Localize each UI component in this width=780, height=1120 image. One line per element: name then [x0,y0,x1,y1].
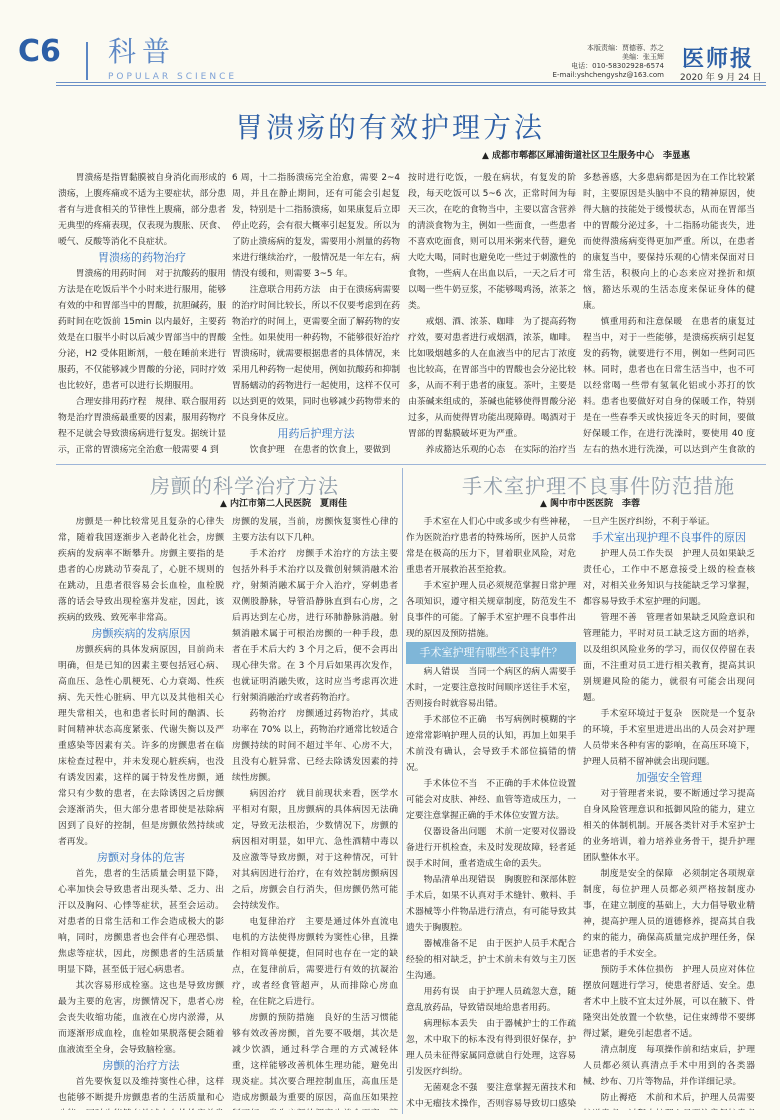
article-byline: ▲ 内江市第二人民医院 夏雨佳 [220,499,348,509]
paragraph: 房颤的预防措施 良好的生活习惯能够有效改善房颤，首先要不吸烟，其次是减少饮酒，通过科学合理的方式减轻体重，这样能够改善机体生理功能，避免出现炎症。其次要合理控制血压，高血压是造成房颤最为重要的原因，高血压如果控 [232,1013,398,1103]
paragraph: 手术室在人们心中或多或少有些神秘，作为医院治疗患者的特殊场所，医护人员常常是在极高的压力下，冒着职业风险，对危重患者开展救治甚至抢救。 [406,517,576,575]
paragraph: 对于管理者来说，要不断通过学习提高自身风险管理意识和抵御风险的能力，建立相关的体制机制。开展各类针对手术室护士的业务培训，着力培养业务骨干，提升护理团队整体水平。 [583,789,755,863]
column-divider [402,468,403,1114]
page-header [0,0,780,96]
paragraph: 药物治疗 房颤通过药物治疗，其成功率在 70% 以上，药物治疗通常比较适合房颤持续的时间不超过半年、心房不大，且没有心脏异常、已经去除诱发因素的持续性房颤。 [232,709,398,783]
paragraph: 胃溃疡是指胃黏膜被自身消化而形成的溃疡，上腹疼痛或不适为主要症状，部分患者有与进食相关的节律性上腹痛，部分患者无典型的疼痛表现，仅表现为腹胀、厌食、嗳气、反酸等消化不良症状。 [58,173,226,247]
paragraph: 按时进行吃饭，一般在病状，有复发的阶段，每天吃饭可以 5~6 次，正常时间为每天三次，在吃的食物当中，主要以富含营养的清淡食物为主，例如一些面食，一些患者不喜欢吃面食，则可以用米粥来代替，避免大吃大喝，同时也避免吃一些过于刺激性的食物，一些病人在出血以后，一天之后才可以喝一些牛奶豆浆，不能够喝鸡汤，浓茶之类。 [408,173,576,311]
issue-date: 2020 年 9 月 24 日 [680,73,762,83]
paragraph: 手术部位不正确 书写病例时模糊的字迹常常影响护理人员的认知，再加上如果手术前没有确认，会导致手术部位搞错的情况。 [406,715,576,773]
article-column [583,170,755,460]
paragraph: 用药有误 由于护理人员疏忽大意，随意乱放药品，导致错误地给患者用药。 [406,987,576,1013]
editor-line: 电话：010-58302928-6574 [571,62,664,70]
paragraph: 养成豁达乐观的心态 在实际的治疗当 [425,445,576,455]
paragraph: 预防手术体位损伤 护理人员应对体位摆放问题进行学习，使患者舒适、安全。患者术中上肢不宜太过外展，可以在腋下、骨隆突出处放置一个软垫，记住束缚带不要绑得过紧，避免引起患者不适。 [583,965,755,1039]
article-byline: ▲ 阆中市中医医院 李蓉 [540,499,641,509]
article-title: 手术室护理不良事件防范措施 [462,474,735,498]
subheading: 加强安全管理 [636,771,702,784]
paragraph: 手术体位不当 不正确的手术体位设置可能会对皮肤、神经、血管等造成压力，一定要注意掌握正确的手术体位安置方法。 [406,779,576,821]
paragraph: 电复律治疗 主要是通过体外直流电电机的方法使得房颤转为窦性心律，且操作相对简单便捷，但同时也存在一定的缺点，在复律前后，需要进行有效的抗凝治疗，或者经食管超声，从而排除心房血栓，在住院之后进行。 [232,917,398,1007]
section-title: 科普 [108,35,177,68]
paragraph: 胃溃疡的用药时间 对于抗酸药的服用方法是在吃饭后半个小时来进行服用，能够有效的中和胃部当中的胃酸，抗胆碱药，服药时间在吃饭前 15min 以内最好，主要药效是在口服半小时以后减少胃部当中的胃酸分泌，H2 受体阻断剂，一般在睡前来进行服药，不仅能够减少胃酸的分泌，同时疗效也比较好，患者可以进行长期服用。 [58,269,226,391]
editor-info [540,44,664,80]
paragraph: 管理不善 管理者如果缺乏风险意识和管理能力，平时对员工缺乏这方面的培养，以及组织风险业务的学习，而仅仅停留在表面，不注重对员工进行相关教育，提高其识别规避风险的能力，就很有可能会出现问题。 [583,613,755,703]
subheading: 胃溃疡的药物治疗 [98,251,186,264]
paragraph: 房颤疾病的具体发病原因，目前尚未明确，但是已知的因素主要包括冠心病、高血压、急性心肌梗死、心力衰竭、性疾病、先天性心脏病、甲亢以及其他相关心理失常相关，也和患者长时间的酗酒、长时间精神状态高度紧张、代谢失衡以及严重感染等因素有关。许多的房颤患者在临床检查过程中，并未发现心脏疾病，也没有诱发因素，这样的属于特发性房颤，通常只有少数的患者，在去除诱因之后房颤会逐渐消失，但大部分患者即使是祛除病因到了良好的控制，但是房颤依然持续或者再发。 [58,645,224,847]
paragraph: 戒烟、酒、浓茶、咖啡 为了提高药物疗效，要对患者进行戒烟酒，浓茶，咖啡。比如吸烟越多的人在血液当中的尼古丁浓度也比较高，在胃部当中的胃酸也会分泌比较多，从而不利于患者的康复。茶叶，主要是由茶碱来组成的，茶碱也能够使得胃酸分泌过多，从而使得胃功能出现障碍。喝酒对于胃部的胃黏膜破坏更为严重。 [408,317,576,439]
paragraph: 房颤是一种比较常见且复杂的心律失常，随着我国逐渐步入老龄化社会，房颤疾病的发病率不断攀升。房颤主要指的是患者的心房跳动节奏乱了，心脏不规则的在跳动，且患者很容易会长血栓，血栓脱落的话会导致出现栓塞并发症，因此，该疾病的致残、致死率非常高。 [58,517,224,623]
article-byline: ▲ 成都市郫都区犀浦街道社区卫生服务中心 李显惠 [481,151,690,161]
paragraph: 首先，患者的生活质量会明显下降，心率加快会导致患者出现头晕、乏力、出汗以及胸闷、心悸等症状，甚至会运动。对患者的日常生活和工作会造成极大的影响，同时，房颤患者也会伴有心理恐惧、焦虑等症状，因此，房颤患者的生活质量明显下降，甚至低于冠心病患者。 [58,869,224,975]
paragraph: 病因治疗 就目前现状来看，医学水平相对有限，且房颤病的具体病因无法确定，导致无法根治，少数情况下，房颤的病因相对明显，如甲亢、急性酒精中毒以及应激等导致房颤，对于这种情况，可针对其病因进行治疗，在有效控制房颤病因之后，房颤会自行消失，但房颤仍然可能会持续发作。 [232,789,398,911]
article-column [408,170,576,460]
subheading: 手术室出现护理不良事件的原因 [592,531,746,544]
header-divider [86,42,88,80]
paragraph: 病理标本丢失 由于器械护士的工作疏忽，术中取下的标本没有得到很好保存，护理人员未征得家属同意就自行处理，这容易引发医疗纠纷。 [406,1019,576,1077]
subheading: 房颤的治疗方法 [102,1059,180,1072]
header-rule [56,82,766,83]
section-divider [56,464,766,465]
newspaper-logo: 医师报 [682,47,755,72]
editor-line: E-mail:yshchengyshz@163.com [552,71,664,79]
article-column [58,514,224,1110]
paragraph: 清点制度 每项操作前和结束后，护理人员都必须认真清点手术中用到的各类器械、纱布、刀片等物品，并作详细记录。 [583,1045,755,1087]
editor-line: 美编：张玉辉 [622,53,664,61]
article-column [583,514,755,1110]
article-column [58,170,226,460]
paragraph: 制度是安全的保障 必须制定各项规章制度，每位护理人员都必须严格按制度办事，在建立制度的基础上，大力倡导敬业精神，提高护理人员的道德修养，提高其自我约束的能力，确保高质量完成护理任务，保证患者的手术安全。 [583,869,755,959]
paragraph: 慎重用药和注意保暖 在患者的康复过程当中，对于一些能够，是溃疡疾病引起复发的药物，就要进行不用，例如一些阿司匹林。同时，患者也在日常生活当中，也不可以经常喝一些带有氢氧化铝或小苏打的饮料。患者也要做好对自身的保暖工作，特别是在一些春季天或快接近冬天的时间，要做好保暖工作，在进行洗澡时，要使用 40 度左右的热水进行洗澡，可以达到产生食欲的 [583,317,755,455]
subheading: 用药后护理方法 [277,427,355,440]
paragraph: 饮食护理 在患者的饮食上，要做到 [249,445,391,455]
paragraph: 手术室护理人员必须规范掌握日常护理各项知识，遵守相关规章制度，防范发生不良事件的可能。了解手术室护理不良事件出现的原因及预防措施。 [406,581,576,639]
paragraph: 病人错误 当同一个病区的病人需要手术时，一定要注意按时间顺序送往手术室，否则接台时就容易出错。 [406,667,576,709]
subheading: 房颤疾病的发病原因 [91,627,191,640]
article-column [406,514,576,1110]
paragraph: 合理安排用药疗程 规律、联合服用药物是治疗胃溃疡最重要的因素，服用药物疗程不足就会导致溃疡病进行复发。据统计显示，正常的胃溃疡完全治愈一般需要 4 到 [58,397,226,455]
paragraph: 多愁善感，大多患病都是因为在工作比较紧时，主要原因是头脑中不良的精神原因，使得大脑的技能处于缓慢状态，从而在胃部当中的胃酸分泌过多，十二指肠功能丧失，进而使得溃疡病变得更加严重。所以，在患者的康复当中，要保持乐观的心情来保面对日常生活，积极向上的心态来应对挫折和烦恼，豁达乐观的生活态度来保证身体的健康。 [583,173,755,311]
page-number: C6 [18,34,61,69]
paragraph: 器械准备不足 由于医护人员手术配合经验的相对缺乏，护士术前未有效与主刀医生沟通。 [406,939,576,981]
paragraph: 手术室环境过于复杂 医院是一个复杂的环境，手术室里进进出出的人员会对护理人员带来各种有害的影响，在高压环境下，护理人员稍不留神就会出现问题。 [583,709,755,767]
paragraph: 物品清单出现错误 胸腹腔和深部体腔手术后，如果不认真对手术缝针、敷料、手术器械等小件物品进行清点，有可能导致其遗失于胸腹腔。 [406,875,576,933]
subheading-banner: 手术室护理有哪些不良事件？ [406,642,576,664]
paragraph: 防止褥疮 术前和术后，护理人员需要 [600,1093,755,1103]
article-title: 胃溃疡的有效护理方法 [234,111,545,144]
paragraph: 首先要恢复以及维持窦性心律，这样也能够不断提升房颤患者的生活质量和心 [58,1077,224,1103]
paragraph: 注意联合用药方法 由于在溃疡病需要的治疗时间比较长，所以不仅要考虑到在药物治疗的时间上，更需要全面了解药物的安全性。如果使用一种药物，不能够很好治疗胃溃疡时，就需要根据患者的具体情况，来采用几种药物一起使用，例如抗酸药和抑制胃肠蠕动的药物进行一起使用，这样不仅可以达到更的效果，同时也够减少药物带来的不良身体反应。 [232,285,400,423]
paragraph: 护理人员工作失误 护理人员如果缺乏责任心，工作中不愿意接受上级的检查核对，对相关业务知识与技能缺乏学习掌握，都容易导致手术室护理的问题。 [583,549,755,607]
paragraph: 无菌观念不强 要注意掌握无菌技术和术中无瘤技术操作，否则容易导致切口感染 [406,1083,576,1109]
header-rule [56,85,766,86]
editor-line: 本版责编：贾德蓉、苏之 [587,44,664,52]
section-subtitle: POPULAR SCIENCE [108,72,238,82]
paragraph: 6 周，十二指肠溃疡完全治愈，需要 2~4 周，并且在静止期间，还有可能会引起复发，特别是十二指肠溃疡，如果康复后立即停止吃药，会有很大概率引起复发。所以为了防止溃疡病的复发，需要用小剂量的药物来进行继续治疗，一般情况是一年左右，病情没有缓和，则需要 3~5 年。 [232,173,400,279]
paragraph: 其次容易形成栓塞。这也是导致房颤最为主要的危害，房颤情况下，患者心房会丧失收缩功能，血液在心房内淤滞，从而逐渐形成血栓，血栓如果脱落便会随着血液流至全身，会导致脑栓塞。 [58,981,224,1055]
paragraph: 一旦产生医疗纠纷，不利于举证。 [583,517,715,527]
article-title: 房颤的科学治疗方法 [150,474,339,498]
paragraph: 房颤的发展，当前，房颤恢复窦性心律的主要方法有以下几种。 [232,517,398,543]
article-column [232,170,400,460]
subheading: 房颤对身体的危害 [97,851,185,864]
article-column [232,514,398,1110]
paragraph: 手术治疗 房颤手术治疗的方法主要包括外科手术治疗以及微创射频消融术治疗，射频消融术属于介入治疗，穿刺患者双侧股静脉，导管沿静脉直到右心房，之后再达到左心房，进行环肺静脉消融。射频消融术属于可根治房颤的一种手段，患者在手术后大约 3 个月之后，便不会再出现心律失常。在 3 个月后如果再次发作，也就证明消融失败，这时应当考虑再次进行射频消融治疗或者药物治疗。 [232,549,398,703]
paragraph: 仪器设备出问题 术前一定要对仪器设备进行开机检查，未及时发现故障，轻者延误手术时间，重者造成生命的丢失。 [406,827,576,869]
